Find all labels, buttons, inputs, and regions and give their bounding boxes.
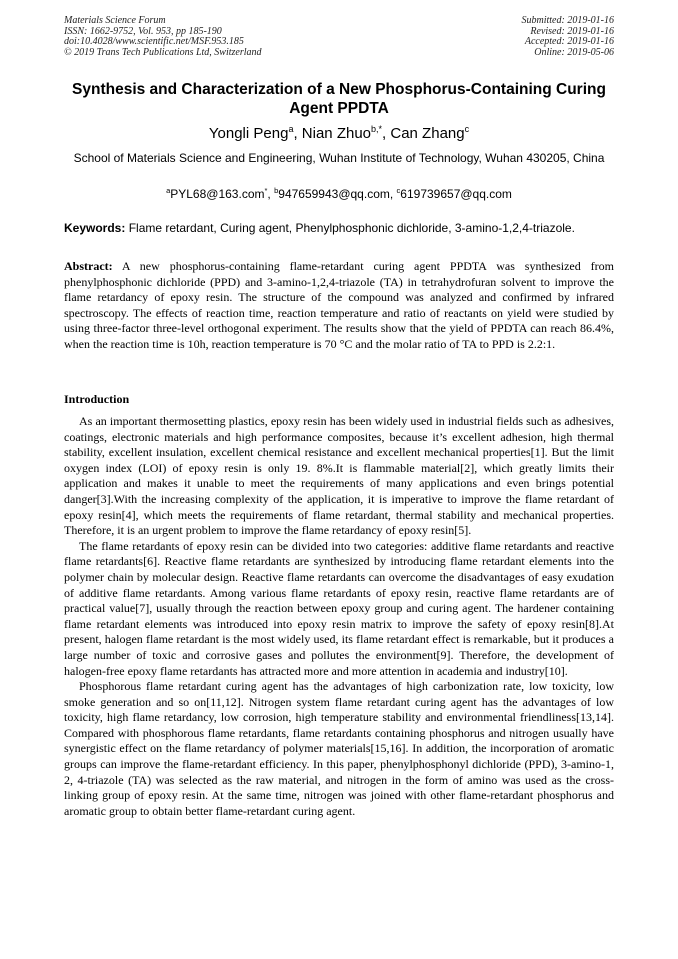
abstract-text: A new phosphorus-containing flame-retardant curing agent PPDTA was synthesized from phenylphosphonic dichloride (PPD) and 3-amino-1,2,4-triazole (TA) in tetrahydrofuran solvent to improve the flame retardancy of epoxy resin. The structure of the compound was analyzed and confirmed by infrared spectroscopy. The effects of reaction time, reaction temperature and ratio of reactants on yield were studied by using three-factor three-level orthogonal experiment. The results show that the yield of PPDTA can reach 86.4%, when the reaction time is 10h, reaction temperature is 70 °C and the molar ratio of TA to PPD is 2.2:1.	[64, 259, 614, 351]
journal-name: Materials Science Forum	[64, 15, 166, 26]
abstract-label: Abstract:	[64, 259, 113, 273]
paragraph: As an important thermosetting plastics, epoxy resin has been widely used in industrial fields such as adhesives, coatings, electronic materials and high performance composites, because it’s excellent adhesion, high thermal stability, excellent insulation, excellent chemical resistance and excellent mechanical properties[1]. But the limit oxygen index (LOI) of epoxy resin is only 19. 8%.It is flammable material[2], which greatly limits their application and makes it unable to meet the requirements of many applications and even brings potential danger[3].With the increasing complexity of the application, it is imperative to improve the flame retardant of epoxy resin[4], which meets the requirements of flame retardant, thermal stability and mechanical properties. Therefore, it is an urgent problem to improve the flame retardancy of epoxy resin[5].	[64, 414, 614, 538]
email-1[interactable]: $^a$PYL68@163.com*,	[166, 186, 275, 201]
author-1: Yongli Peng$^a$,	[208, 124, 302, 142]
paragraph: The flame retardants of epoxy resin can be divided into two categories: additive flame retardants and reactive flame retardants[6]. Reactive flame retardants are synthesized by introducing flame retardant elements into the polymer chain by molecular design. Reactive flame retardants can overcome the disadvantages of easy exudation of additive flame retardants. Among various flame retardants of epoxy resin, reactive flame retardants are of practical value[7], usually through the reaction between epoxy group and curing agent. The hardener containing flame retardant elements was introduced into epoxy resin matrix to improve the safety of epoxy resin[8].At present, halogen flame retardant is the most widely used, its flame retardant effect is remarkable, but it produces a large number of toxic and corrosive gases and pollutes the environment[9]. Therefore, the development of halogen-free epoxy flame retardants has attracted more and more attention in academia and industry[10].	[64, 538, 614, 678]
affiliation: School of Materials Science and Engineering, Wuhan Institute of Technology, Wuhan 430205, China	[73, 151, 605, 165]
author-list	[60, 124, 618, 142]
author-3: Can Zhang$^c$	[390, 124, 470, 142]
author-2-mark: b,*	[371, 124, 383, 134]
section-heading-introduction: Introduction	[64, 392, 130, 406]
corresponding-star: *	[264, 186, 268, 195]
keywords-label: Keywords:	[64, 221, 126, 235]
journal-info	[64, 16, 262, 58]
email-2[interactable]: $^b$947659943@qq.com,	[274, 186, 397, 201]
paper-title: Synthesis and Characterization of a New Phosphorus-Containing Curing Agent PPDTA	[72, 81, 606, 117]
introduction-body	[64, 414, 614, 819]
email-3[interactable]: $^c$619739657@qq.com	[396, 186, 512, 201]
abstract	[64, 259, 614, 353]
journal-issn: ISSN: 1662-9752, Vol. 953, pp 185-190	[64, 25, 222, 37]
publication-dates	[522, 16, 615, 58]
journal-copyright: © 2019 Trans Tech Publications Ltd, Switzerland	[64, 46, 262, 58]
author-2: Nian Zhuo$^{b,*}$,	[301, 124, 391, 142]
author-emails	[64, 186, 614, 201]
journal-doi: doi:10.4028/www.scientific.net/MSF.953.185	[64, 36, 244, 48]
date-accepted: Accepted: 2019-01-16	[524, 36, 614, 48]
author-3-mark: c	[464, 124, 470, 134]
paragraph: Phosphorous flame retardant curing agent has the advantages of high carbonization rate, low toxicity, low smoke generation and so on[11,12]. Nitrogen system flame retardant curing agent has the advantages of low toxicity, high flame retardancy, low corrosion, high temperature stability and environmental friendliness[13,14]. Compared with phosphorous flame retardants, flame retardants containing phosphorus and nitrogen usually have synergistic effect on the flame retardancy of polymer materials[15,16]. In addition, the incorporation of aromatic groups can improve the flame-retardant efficiency. In this paper, phenylphosphonyl dichloride (PPD), 3-amino-1, 2, 4-triazole (TA) was selected as the raw material, and nitrogen in the form of amino was used as the cross-linking group of epoxy resin. At the same time, nitrogen was joined with other flame-retardant phosphorus and aromatic group to obtain better flame-retardant curing agent.	[64, 679, 614, 818]
author-1-mark: a	[288, 124, 294, 134]
date-online: Online: 2019-05-06	[534, 46, 614, 58]
keywords-text: Flame retardant, Curing agent, Phenylphosphonic dichloride, 3-amino-1,2,4-triazole.	[125, 221, 575, 235]
date-revised: Revised: 2019-01-16	[530, 25, 614, 37]
journal-header	[64, 16, 614, 58]
date-submitted: Submitted: 2019-01-16	[521, 15, 614, 26]
keywords	[64, 221, 614, 235]
